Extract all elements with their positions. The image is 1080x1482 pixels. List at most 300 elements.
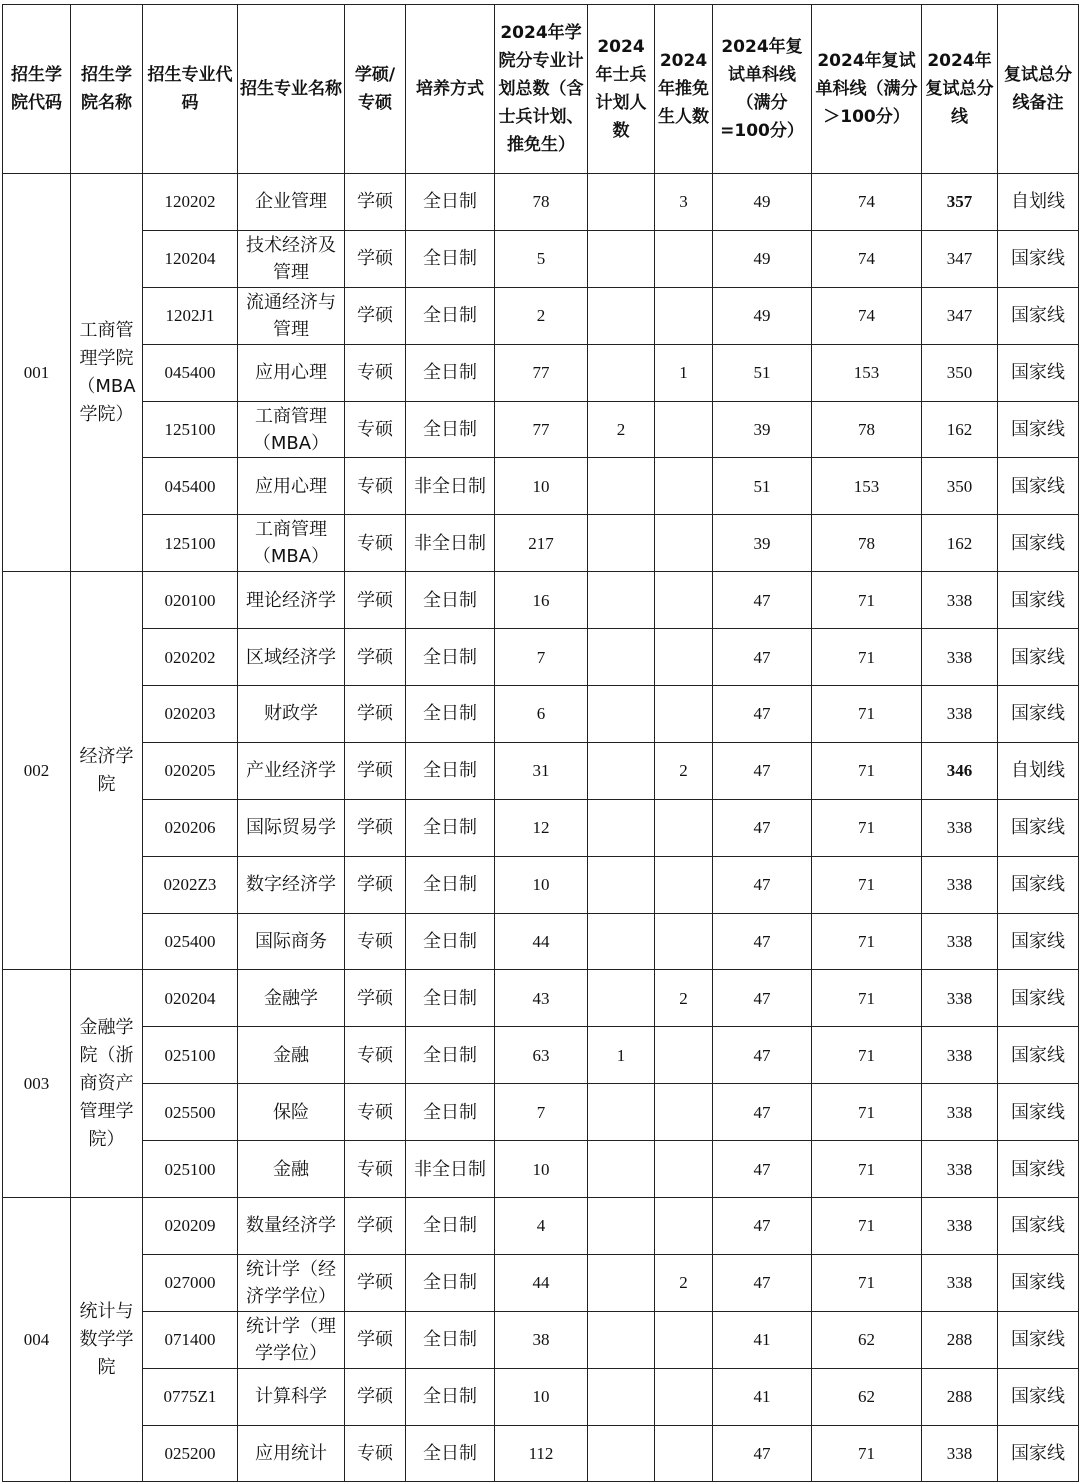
table-row xyxy=(3,1425,1079,1482)
table-row xyxy=(3,1198,1079,1255)
cell-exempt-count: 2 xyxy=(655,742,713,799)
cell-exempt-count xyxy=(655,572,713,629)
table-row xyxy=(3,742,1079,799)
cell-exempt-count xyxy=(655,287,713,344)
cell-soldier-plan xyxy=(588,742,655,799)
cell-degree-type: 学硕 xyxy=(345,572,406,629)
table-row xyxy=(3,515,1079,572)
header-degree-type: 学硕/专硕 xyxy=(345,5,406,174)
cell-total-line-note: 国家线 xyxy=(998,1141,1079,1198)
cell-total-line-note: 国家线 xyxy=(998,913,1079,970)
cell-degree-type: 学硕 xyxy=(345,742,406,799)
cell-soldier-plan xyxy=(588,629,655,686)
cell-single-line-100: 47 xyxy=(713,742,812,799)
table-row xyxy=(3,1254,1079,1311)
cell-single-line-100: 47 xyxy=(713,1425,812,1482)
cell-total-line-note: 国家线 xyxy=(998,230,1079,287)
cell-degree-type: 专硕 xyxy=(345,1027,406,1084)
cell-study-mode: 全日制 xyxy=(406,287,495,344)
cell-exempt-count: 2 xyxy=(655,970,713,1027)
cell-single-line-100: 49 xyxy=(713,287,812,344)
cell-major-name: 财政学 xyxy=(238,686,345,743)
cell-plan-total: 10 xyxy=(495,1368,588,1425)
cell-exempt-count xyxy=(655,1198,713,1255)
cell-study-mode: 全日制 xyxy=(406,799,495,856)
cell-single-line-gt100: 62 xyxy=(812,1368,922,1425)
cell-single-line-gt100: 74 xyxy=(812,174,922,231)
cell-exempt-count xyxy=(655,515,713,572)
cell-study-mode: 全日制 xyxy=(406,344,495,401)
cell-college-code: 002 xyxy=(3,572,71,970)
cell-major-code: 045400 xyxy=(143,458,238,515)
cell-major-name: 应用心理 xyxy=(238,458,345,515)
cell-exempt-count xyxy=(655,1368,713,1425)
cell-soldier-plan xyxy=(588,799,655,856)
cell-degree-type: 学硕 xyxy=(345,629,406,686)
cell-total-line: 338 xyxy=(922,970,998,1027)
cell-single-line-gt100: 71 xyxy=(812,1141,922,1198)
cell-study-mode: 全日制 xyxy=(406,1425,495,1482)
cell-soldier-plan: 1 xyxy=(588,1027,655,1084)
cell-major-code: 045400 xyxy=(143,344,238,401)
cell-study-mode: 全日制 xyxy=(406,572,495,629)
cell-total-line: 338 xyxy=(922,799,998,856)
cell-soldier-plan xyxy=(588,458,655,515)
cell-study-mode: 全日制 xyxy=(406,1084,495,1141)
cell-exempt-count xyxy=(655,629,713,686)
cell-total-line: 338 xyxy=(922,913,998,970)
cell-college-name: 金融学院（浙商资产管理学院） xyxy=(71,970,143,1198)
cell-plan-total: 5 xyxy=(495,230,588,287)
cell-major-code: 027000 xyxy=(143,1254,238,1311)
cell-soldier-plan xyxy=(588,856,655,913)
cell-major-name: 理论经济学 xyxy=(238,572,345,629)
cell-plan-total: 10 xyxy=(495,458,588,515)
cell-major-name: 金融 xyxy=(238,1141,345,1198)
cell-degree-type: 专硕 xyxy=(345,1141,406,1198)
cell-major-name: 金融学 xyxy=(238,970,345,1027)
cell-total-line: 346 xyxy=(922,742,998,799)
cell-major-code: 020206 xyxy=(143,799,238,856)
cell-total-line-note: 国家线 xyxy=(998,686,1079,743)
header-plan-total: 2024年学院分专业计划总数（含士兵计划、推免生） xyxy=(495,5,588,174)
cell-total-line-note: 国家线 xyxy=(998,970,1079,1027)
cell-degree-type: 学硕 xyxy=(345,1254,406,1311)
cell-single-line-100: 47 xyxy=(713,629,812,686)
cell-major-code: 120204 xyxy=(143,230,238,287)
header-row xyxy=(3,5,1079,174)
cell-major-code: 025200 xyxy=(143,1425,238,1482)
cell-major-code: 0775Z1 xyxy=(143,1368,238,1425)
cell-single-line-gt100: 71 xyxy=(812,629,922,686)
cell-degree-type: 专硕 xyxy=(345,1425,406,1482)
cell-degree-type: 专硕 xyxy=(345,1084,406,1141)
cell-total-line-note: 国家线 xyxy=(998,1198,1079,1255)
cell-total-line: 347 xyxy=(922,230,998,287)
cell-plan-total: 7 xyxy=(495,1084,588,1141)
cell-major-code: 025500 xyxy=(143,1084,238,1141)
cell-major-name: 数量经济学 xyxy=(238,1198,345,1255)
cell-plan-total: 4 xyxy=(495,1198,588,1255)
cell-single-line-gt100: 153 xyxy=(812,344,922,401)
cell-total-line: 338 xyxy=(922,856,998,913)
cell-degree-type: 学硕 xyxy=(345,1198,406,1255)
cell-total-line: 347 xyxy=(922,287,998,344)
cell-total-line-note: 国家线 xyxy=(998,1368,1079,1425)
cell-single-line-gt100: 71 xyxy=(812,1254,922,1311)
cell-soldier-plan xyxy=(588,174,655,231)
cell-study-mode: 全日制 xyxy=(406,629,495,686)
cell-single-line-gt100: 71 xyxy=(812,1027,922,1084)
cell-major-code: 020100 xyxy=(143,572,238,629)
cell-exempt-count xyxy=(655,230,713,287)
cell-major-code: 125100 xyxy=(143,515,238,572)
cell-plan-total: 112 xyxy=(495,1425,588,1482)
table-body xyxy=(3,174,1079,1482)
cell-total-line: 338 xyxy=(922,1027,998,1084)
cell-plan-total: 44 xyxy=(495,1254,588,1311)
cell-single-line-100: 47 xyxy=(713,572,812,629)
cell-total-line: 338 xyxy=(922,1084,998,1141)
cell-major-name: 国际商务 xyxy=(238,913,345,970)
table-row xyxy=(3,458,1079,515)
cell-soldier-plan xyxy=(588,1425,655,1482)
cell-major-name: 应用统计 xyxy=(238,1425,345,1482)
cell-major-name: 统计学（理学学位） xyxy=(238,1311,345,1368)
cell-single-line-100: 41 xyxy=(713,1311,812,1368)
cell-single-line-gt100: 71 xyxy=(812,1425,922,1482)
cell-total-line-note: 国家线 xyxy=(998,629,1079,686)
cell-single-line-100: 41 xyxy=(713,1368,812,1425)
table-row xyxy=(3,230,1079,287)
header-study-mode: 培养方式 xyxy=(406,5,495,174)
cell-total-line-note: 国家线 xyxy=(998,515,1079,572)
cell-major-code: 1202J1 xyxy=(143,287,238,344)
cell-major-code: 020209 xyxy=(143,1198,238,1255)
cell-single-line-gt100: 71 xyxy=(812,742,922,799)
cell-soldier-plan xyxy=(588,344,655,401)
cell-study-mode: 全日制 xyxy=(406,686,495,743)
cell-single-line-gt100: 71 xyxy=(812,686,922,743)
table-row xyxy=(3,686,1079,743)
cell-total-line-note: 国家线 xyxy=(998,401,1079,458)
table-row xyxy=(3,799,1079,856)
cell-single-line-100: 47 xyxy=(713,1027,812,1084)
cell-major-code: 0202Z3 xyxy=(143,856,238,913)
cell-degree-type: 学硕 xyxy=(345,856,406,913)
cell-degree-type: 学硕 xyxy=(345,1368,406,1425)
cell-study-mode: 全日制 xyxy=(406,970,495,1027)
cell-college-code: 003 xyxy=(3,970,71,1198)
cell-exempt-count xyxy=(655,1425,713,1482)
header-college-name: 招生学院名称 xyxy=(71,5,143,174)
cell-major-name: 应用心理 xyxy=(238,344,345,401)
cell-total-line: 338 xyxy=(922,686,998,743)
header-total-line-note: 复试总分线备注 xyxy=(998,5,1079,174)
cell-single-line-gt100: 71 xyxy=(812,572,922,629)
cell-study-mode: 非全日制 xyxy=(406,515,495,572)
table-row xyxy=(3,1141,1079,1198)
cell-single-line-100: 47 xyxy=(713,686,812,743)
cell-total-line: 338 xyxy=(922,629,998,686)
cell-exempt-count xyxy=(655,799,713,856)
cell-exempt-count: 1 xyxy=(655,344,713,401)
cell-single-line-gt100: 74 xyxy=(812,230,922,287)
cell-major-name: 金融 xyxy=(238,1027,345,1084)
cell-plan-total: 77 xyxy=(495,401,588,458)
table-row xyxy=(3,629,1079,686)
cell-study-mode: 全日制 xyxy=(406,230,495,287)
cell-degree-type: 专硕 xyxy=(345,515,406,572)
cell-total-line-note: 自划线 xyxy=(998,174,1079,231)
cell-single-line-100: 49 xyxy=(713,230,812,287)
cell-single-line-100: 47 xyxy=(713,970,812,1027)
cell-single-line-100: 49 xyxy=(713,174,812,231)
cell-study-mode: 全日制 xyxy=(406,913,495,970)
cell-soldier-plan xyxy=(588,913,655,970)
cell-study-mode: 全日制 xyxy=(406,1198,495,1255)
cell-plan-total: 10 xyxy=(495,856,588,913)
cell-soldier-plan xyxy=(588,515,655,572)
cell-major-code: 125100 xyxy=(143,401,238,458)
cell-single-line-gt100: 71 xyxy=(812,913,922,970)
cell-single-line-100: 47 xyxy=(713,1141,812,1198)
cell-single-line-100: 47 xyxy=(713,1254,812,1311)
cell-soldier-plan xyxy=(588,970,655,1027)
admission-score-table xyxy=(2,4,1079,1482)
cell-soldier-plan xyxy=(588,1198,655,1255)
cell-college-name: 工商管理学院（MBA学院） xyxy=(71,174,143,572)
cell-single-line-100: 47 xyxy=(713,856,812,913)
cell-major-name: 统计学（经济学学位） xyxy=(238,1254,345,1311)
cell-total-line: 338 xyxy=(922,572,998,629)
cell-single-line-gt100: 153 xyxy=(812,458,922,515)
cell-plan-total: 2 xyxy=(495,287,588,344)
header-college-code: 招生学院代码 xyxy=(3,5,71,174)
cell-plan-total: 78 xyxy=(495,174,588,231)
cell-single-line-gt100: 71 xyxy=(812,1198,922,1255)
header-single-line-100: 2024年复试单科线（满分=100分） xyxy=(713,5,812,174)
cell-total-line: 162 xyxy=(922,401,998,458)
cell-exempt-count xyxy=(655,401,713,458)
cell-single-line-100: 47 xyxy=(713,799,812,856)
header-soldier-plan: 2024年士兵计划人数 xyxy=(588,5,655,174)
cell-soldier-plan xyxy=(588,1084,655,1141)
cell-exempt-count xyxy=(655,686,713,743)
cell-single-line-gt100: 71 xyxy=(812,1084,922,1141)
cell-degree-type: 学硕 xyxy=(345,970,406,1027)
cell-major-code: 025400 xyxy=(143,913,238,970)
cell-exempt-count xyxy=(655,1141,713,1198)
cell-soldier-plan xyxy=(588,572,655,629)
cell-study-mode: 全日制 xyxy=(406,1027,495,1084)
cell-single-line-100: 39 xyxy=(713,515,812,572)
cell-major-code: 025100 xyxy=(143,1027,238,1084)
cell-study-mode: 非全日制 xyxy=(406,458,495,515)
cell-study-mode: 全日制 xyxy=(406,742,495,799)
cell-soldier-plan xyxy=(588,1311,655,1368)
cell-degree-type: 学硕 xyxy=(345,686,406,743)
cell-total-line: 162 xyxy=(922,515,998,572)
header-exempt-count: 2024年推免生人数 xyxy=(655,5,713,174)
cell-total-line: 338 xyxy=(922,1141,998,1198)
cell-plan-total: 31 xyxy=(495,742,588,799)
cell-soldier-plan: 2 xyxy=(588,401,655,458)
table-row xyxy=(3,913,1079,970)
cell-single-line-gt100: 78 xyxy=(812,515,922,572)
cell-total-line-note: 国家线 xyxy=(998,1425,1079,1482)
table-row xyxy=(3,856,1079,913)
table-row xyxy=(3,1084,1079,1141)
cell-total-line: 350 xyxy=(922,344,998,401)
cell-exempt-count xyxy=(655,856,713,913)
cell-plan-total: 63 xyxy=(495,1027,588,1084)
cell-college-code: 004 xyxy=(3,1198,71,1482)
cell-plan-total: 16 xyxy=(495,572,588,629)
cell-soldier-plan xyxy=(588,230,655,287)
cell-study-mode: 全日制 xyxy=(406,1368,495,1425)
cell-total-line-note: 国家线 xyxy=(998,458,1079,515)
cell-exempt-count xyxy=(655,458,713,515)
cell-exempt-count xyxy=(655,913,713,970)
cell-single-line-100: 47 xyxy=(713,1198,812,1255)
cell-major-name: 计算科学 xyxy=(238,1368,345,1425)
cell-major-code: 020205 xyxy=(143,742,238,799)
cell-plan-total: 44 xyxy=(495,913,588,970)
cell-single-line-100: 39 xyxy=(713,401,812,458)
cell-study-mode: 全日制 xyxy=(406,401,495,458)
cell-major-name: 国际贸易学 xyxy=(238,799,345,856)
cell-soldier-plan xyxy=(588,1368,655,1425)
table-row xyxy=(3,572,1079,629)
cell-total-line: 288 xyxy=(922,1311,998,1368)
cell-major-code: 020203 xyxy=(143,686,238,743)
cell-college-name: 经济学院 xyxy=(71,572,143,970)
header-single-line-gt100: 2024年复试单科线（满分＞100分） xyxy=(812,5,922,174)
cell-total-line: 338 xyxy=(922,1254,998,1311)
header-total-line: 2024年复试总分线 xyxy=(922,5,998,174)
cell-degree-type: 学硕 xyxy=(345,174,406,231)
cell-major-name: 数字经济学 xyxy=(238,856,345,913)
cell-major-name: 企业管理 xyxy=(238,174,345,231)
cell-single-line-gt100: 71 xyxy=(812,856,922,913)
cell-total-line: 338 xyxy=(922,1425,998,1482)
cell-total-line-note: 国家线 xyxy=(998,572,1079,629)
cell-plan-total: 43 xyxy=(495,970,588,1027)
cell-soldier-plan xyxy=(588,1141,655,1198)
header-major-code: 招生专业代码 xyxy=(143,5,238,174)
cell-total-line: 338 xyxy=(922,1198,998,1255)
table-row xyxy=(3,344,1079,401)
cell-major-name: 产业经济学 xyxy=(238,742,345,799)
cell-degree-type: 专硕 xyxy=(345,401,406,458)
cell-major-code: 071400 xyxy=(143,1311,238,1368)
cell-single-line-100: 47 xyxy=(713,1084,812,1141)
cell-degree-type: 专硕 xyxy=(345,913,406,970)
cell-major-name: 保险 xyxy=(238,1084,345,1141)
cell-major-code: 120202 xyxy=(143,174,238,231)
cell-total-line: 288 xyxy=(922,1368,998,1425)
cell-total-line: 357 xyxy=(922,174,998,231)
cell-total-line-note: 国家线 xyxy=(998,1027,1079,1084)
cell-soldier-plan xyxy=(588,686,655,743)
table-row xyxy=(3,287,1079,344)
cell-study-mode: 全日制 xyxy=(406,856,495,913)
cell-exempt-count xyxy=(655,1084,713,1141)
cell-total-line-note: 国家线 xyxy=(998,1311,1079,1368)
cell-total-line-note: 自划线 xyxy=(998,742,1079,799)
cell-single-line-gt100: 71 xyxy=(812,970,922,1027)
cell-plan-total: 77 xyxy=(495,344,588,401)
cell-study-mode: 全日制 xyxy=(406,1311,495,1368)
cell-soldier-plan xyxy=(588,287,655,344)
cell-exempt-count xyxy=(655,1027,713,1084)
cell-degree-type: 学硕 xyxy=(345,287,406,344)
cell-exempt-count: 2 xyxy=(655,1254,713,1311)
cell-plan-total: 217 xyxy=(495,515,588,572)
cell-plan-total: 7 xyxy=(495,629,588,686)
cell-single-line-100: 51 xyxy=(713,344,812,401)
header-major-name: 招生专业名称 xyxy=(238,5,345,174)
cell-total-line-note: 国家线 xyxy=(998,344,1079,401)
cell-degree-type: 学硕 xyxy=(345,230,406,287)
cell-single-line-100: 51 xyxy=(713,458,812,515)
table-row xyxy=(3,1311,1079,1368)
cell-major-code: 025100 xyxy=(143,1141,238,1198)
table-row xyxy=(3,1027,1079,1084)
cell-plan-total: 12 xyxy=(495,799,588,856)
cell-college-name: 统计与数学学院 xyxy=(71,1198,143,1482)
cell-soldier-plan xyxy=(588,1254,655,1311)
cell-plan-total: 6 xyxy=(495,686,588,743)
cell-college-code: 001 xyxy=(3,174,71,572)
table-row xyxy=(3,970,1079,1027)
cell-single-line-gt100: 74 xyxy=(812,287,922,344)
cell-plan-total: 10 xyxy=(495,1141,588,1198)
cell-study-mode: 全日制 xyxy=(406,174,495,231)
cell-total-line-note: 国家线 xyxy=(998,287,1079,344)
cell-major-code: 020204 xyxy=(143,970,238,1027)
cell-single-line-gt100: 71 xyxy=(812,799,922,856)
cell-degree-type: 学硕 xyxy=(345,799,406,856)
cell-major-name: 工商管理（MBA） xyxy=(238,515,345,572)
cell-single-line-gt100: 62 xyxy=(812,1311,922,1368)
cell-degree-type: 专硕 xyxy=(345,344,406,401)
cell-major-name: 技术经济及管理 xyxy=(238,230,345,287)
cell-total-line-note: 国家线 xyxy=(998,1084,1079,1141)
cell-single-line-gt100: 78 xyxy=(812,401,922,458)
cell-single-line-100: 47 xyxy=(713,913,812,970)
cell-major-name: 工商管理（MBA） xyxy=(238,401,345,458)
cell-degree-type: 专硕 xyxy=(345,458,406,515)
cell-exempt-count xyxy=(655,1311,713,1368)
cell-plan-total: 38 xyxy=(495,1311,588,1368)
cell-total-line-note: 国家线 xyxy=(998,856,1079,913)
table-row xyxy=(3,401,1079,458)
cell-total-line: 350 xyxy=(922,458,998,515)
table-row xyxy=(3,1368,1079,1425)
table-row xyxy=(3,174,1079,231)
cell-major-name: 流通经济与管理 xyxy=(238,287,345,344)
cell-major-code: 020202 xyxy=(143,629,238,686)
cell-degree-type: 学硕 xyxy=(345,1311,406,1368)
cell-major-name: 区域经济学 xyxy=(238,629,345,686)
cell-total-line-note: 国家线 xyxy=(998,1254,1079,1311)
cell-study-mode: 非全日制 xyxy=(406,1141,495,1198)
cell-total-line-note: 国家线 xyxy=(998,799,1079,856)
cell-study-mode: 全日制 xyxy=(406,1254,495,1311)
cell-exempt-count: 3 xyxy=(655,174,713,231)
